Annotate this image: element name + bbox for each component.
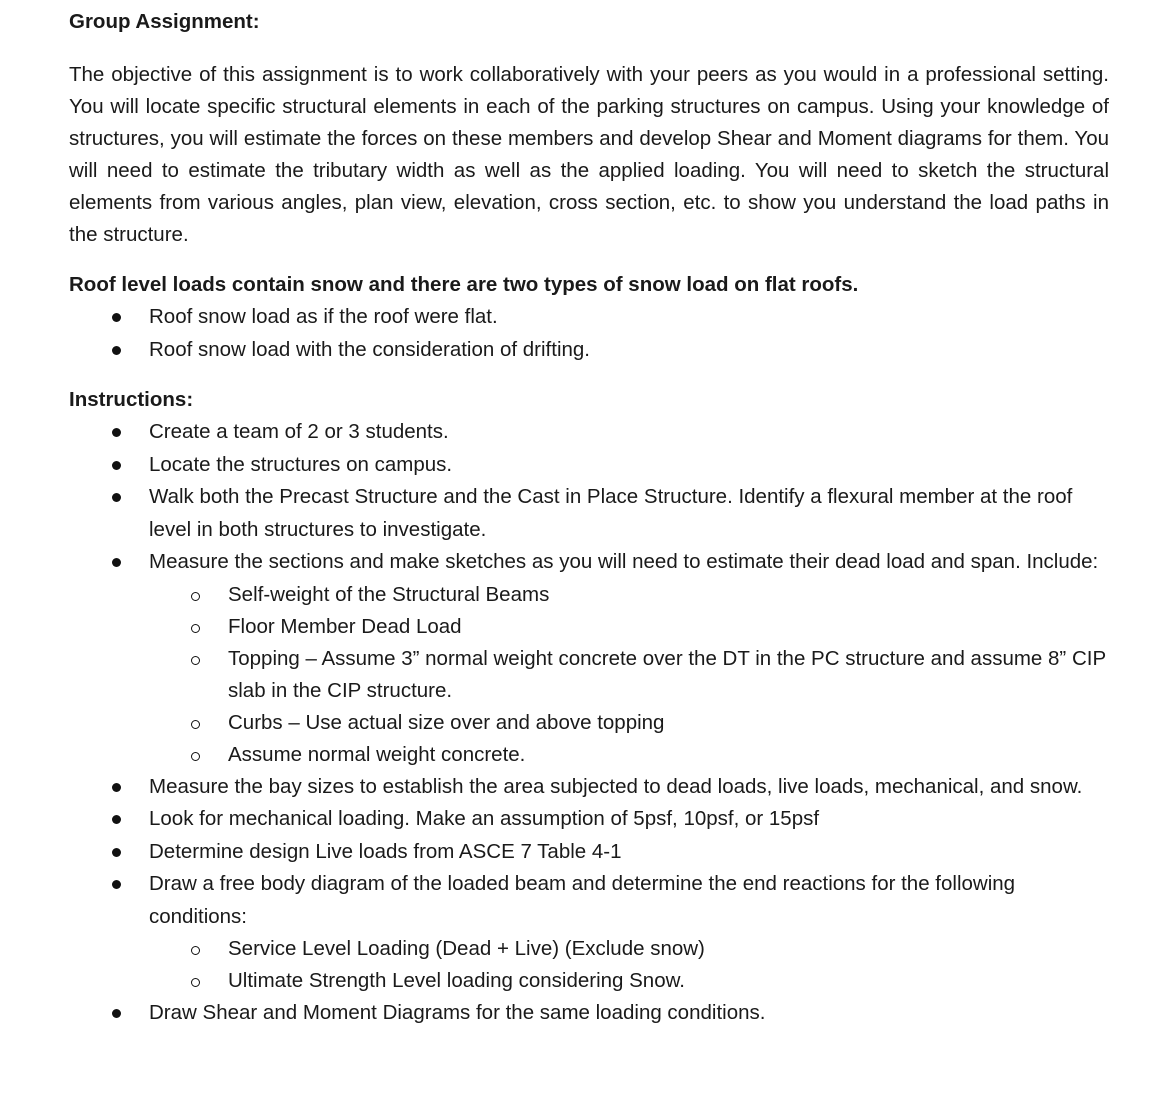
instruction-text: Draw Shear and Moment Diagrams for the same loading conditions. bbox=[149, 1001, 766, 1024]
instruction-item bbox=[69, 997, 1109, 1030]
assignment-title: Group Assignment: bbox=[69, 10, 260, 33]
roof-load-item bbox=[69, 334, 1109, 367]
bullet-icon bbox=[112, 461, 121, 470]
roof-load-text: Roof snow load with the consideration of drifting. bbox=[149, 337, 591, 361]
hollow-bullet-icon bbox=[191, 624, 200, 633]
sub-item bbox=[69, 579, 1109, 611]
instruction-item bbox=[69, 416, 1109, 449]
sub-item-text: Assume normal weight concrete. bbox=[228, 742, 526, 766]
instruction-text: Look for mechanical loading. Make an assumption of 5psf, 10psf, or 15psf bbox=[149, 807, 820, 830]
instructions-heading: Instructions: bbox=[69, 388, 194, 411]
instruction-text: Measure the bay sizes to establish the area subjected to dead loads, live loads, mechanical, and snow. bbox=[149, 774, 1083, 798]
conditions-sublist bbox=[69, 933, 1109, 997]
roof-loads-heading: Roof level loads contain snow and there are two types of snow load on flat roofs. bbox=[69, 273, 859, 296]
instruction-item bbox=[69, 771, 1109, 804]
instruction-text: Draw a free body diagram of the loaded beam and determine the end reactions for the following conditions: bbox=[149, 872, 1016, 928]
sub-item-text: Service Level Loading (Dead + Live) (Exclude snow) bbox=[228, 937, 705, 960]
roof-load-text: Roof snow load as if the roof were flat. bbox=[149, 305, 498, 328]
hollow-bullet-icon bbox=[191, 946, 200, 955]
bullet-icon bbox=[112, 815, 121, 824]
bullet-icon bbox=[112, 558, 121, 567]
instruction-text: Locate the structures on campus. bbox=[149, 452, 453, 476]
instruction-item bbox=[69, 803, 1109, 836]
include-sublist bbox=[69, 579, 1109, 771]
hollow-bullet-icon bbox=[191, 720, 200, 729]
bullet-icon bbox=[112, 493, 121, 502]
bullet-icon bbox=[112, 1009, 121, 1018]
instruction-text: Create a team of 2 or 3 students. bbox=[149, 420, 449, 443]
sub-item bbox=[69, 707, 1109, 739]
instruction-item bbox=[69, 868, 1109, 997]
sub-item-text: Self-weight of the Structural Beams bbox=[228, 582, 550, 606]
hollow-bullet-icon bbox=[191, 752, 200, 761]
sub-item bbox=[69, 611, 1109, 643]
sub-item-text: Ultimate Strength Level loading considering Snow. bbox=[228, 969, 685, 992]
hollow-bullet-icon bbox=[191, 656, 200, 665]
instructions-list bbox=[69, 416, 1109, 1030]
instruction-item bbox=[69, 481, 1109, 546]
sub-item bbox=[69, 933, 1109, 965]
bullet-icon bbox=[112, 428, 121, 437]
assignment-document bbox=[69, 6, 1109, 1030]
instruction-item bbox=[69, 449, 1109, 482]
instruction-item bbox=[69, 546, 1109, 771]
bullet-icon bbox=[112, 848, 121, 857]
instruction-item bbox=[69, 836, 1109, 869]
bullet-icon bbox=[112, 880, 121, 889]
sub-item bbox=[69, 643, 1109, 707]
bullet-icon bbox=[112, 313, 121, 322]
sub-item bbox=[69, 739, 1109, 771]
objective-paragraph: The objective of this assignment is to work collaboratively with your peers as you would in a professional setting. You will locate specific structural elements in each of the parking structures on campus. Using your knowledge of structures, you will estimate the forces on these members and develop Shear and Moment diagrams for them. You will need to estimate the tributary width as well as the applied loading. You will need to sketch the structural elements from various angles, plan view, elevation, cross section, etc. to show you understand the load paths in the structure. bbox=[69, 63, 1109, 246]
instruction-text: Walk both the Precast Structure and the Cast in Place Structure. Identify a flexural member at the roof level in both structures to investigate. bbox=[149, 485, 1073, 541]
sub-item bbox=[69, 965, 1109, 997]
instruction-text: Determine design Live loads from ASCE 7 Table 4-1 bbox=[149, 839, 622, 863]
hollow-bullet-icon bbox=[191, 592, 200, 601]
hollow-bullet-icon bbox=[191, 978, 200, 987]
sub-item-text: Curbs – Use actual size over and above topping bbox=[228, 710, 665, 734]
bullet-icon bbox=[112, 783, 121, 792]
roof-load-item bbox=[69, 301, 1109, 334]
bullet-icon bbox=[112, 346, 121, 355]
sub-item-text: Floor Member Dead Load bbox=[228, 614, 462, 638]
roof-loads-list bbox=[69, 301, 1109, 366]
sub-item-text: Topping – Assume 3” normal weight concrete over the DT in the PC structure and assume 8” CIP slab in the CIP structure. bbox=[228, 646, 1106, 702]
instruction-text: Measure the sections and make sketches as you will need to estimate their dead load and span. Include: bbox=[149, 550, 1099, 573]
